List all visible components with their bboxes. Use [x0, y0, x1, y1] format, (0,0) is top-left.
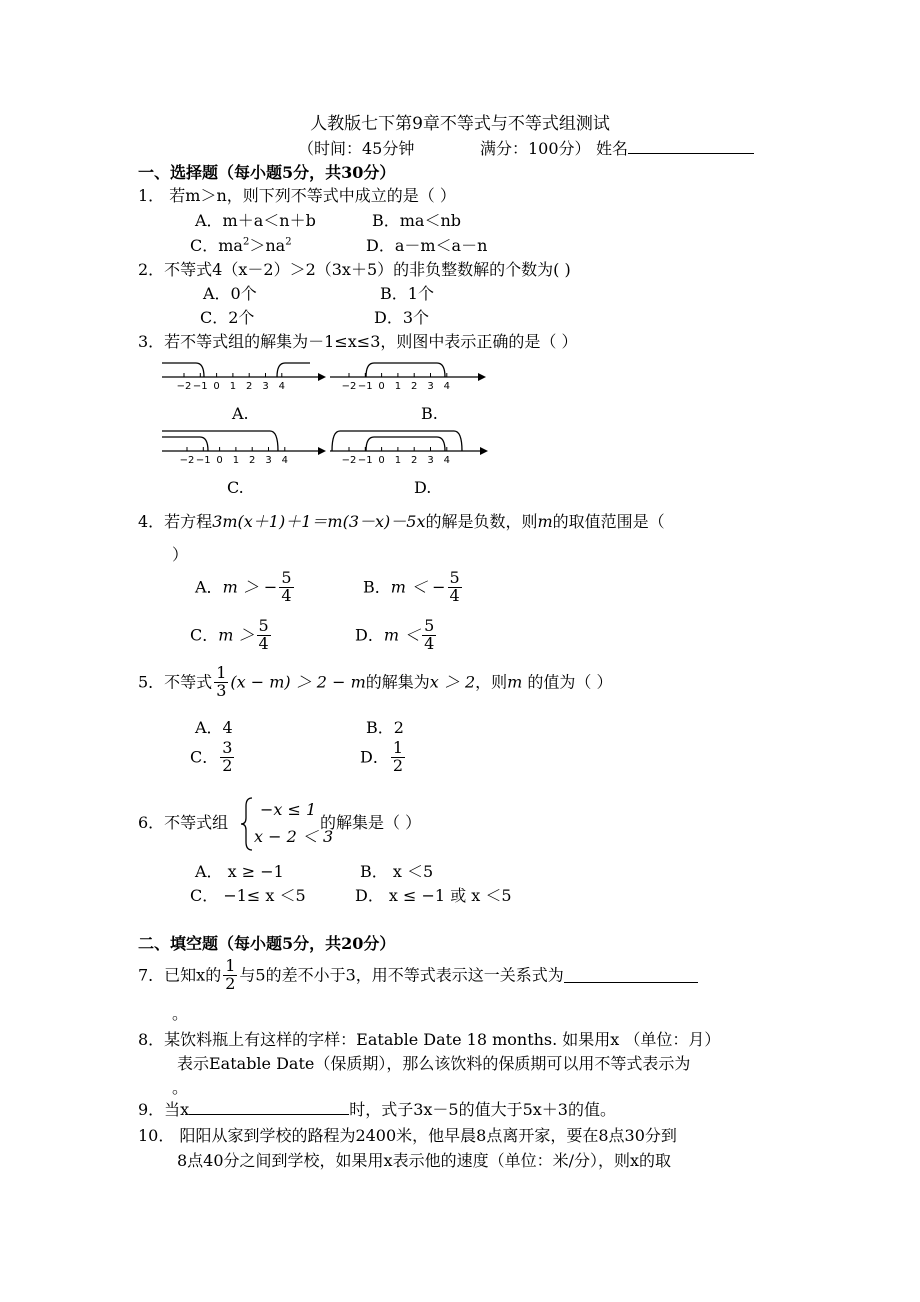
tick-label-a-2: 0 [213, 381, 220, 392]
tick-label-a-3: 1 [229, 381, 237, 392]
question-4-stem-close: ） [172, 545, 189, 564]
question-8-line-1: 8．某饮料瓶上有这样的字样：Eatable Date 18 months. 如果用x （单位：月） [138, 1030, 721, 1049]
tick-label-d-5: 3 [427, 455, 434, 466]
section-heading-choice: 一、选择题（每小题5分，共30分） [138, 163, 396, 182]
question-6-option-d: D． x ≤ −1 或 x ＜5 [355, 886, 512, 905]
question-2-option-c: C．2个 [200, 308, 255, 327]
tick-label-d-2: 0 [378, 455, 385, 466]
question-5-option-d: D． $\frac{1}{2}$ [360, 738, 404, 775]
question-1-option-c: C．$ma^2>na^2$ [190, 236, 292, 255]
question-7-stem: 7．已知x的 $\frac{1}{2}$ 与5的差不小于3，用不等式表示这一关系式为 [138, 958, 698, 993]
tick-label-d-0: −2 [341, 455, 357, 466]
question-3-label-c: C. [227, 478, 244, 497]
section-heading-fill: 二、填空题（每小题5分，共20分） [138, 934, 396, 953]
question-4-equation: 3m(x＋1)＋1＝m(3－x)－5x [212, 512, 426, 531]
tick-label-c-3: 1 [232, 455, 240, 466]
number-line-a [162, 363, 326, 381]
question-4-option-a: A．m ＞ − $\frac{5}{4}$ [195, 568, 292, 605]
tick-label-c-6: 4 [281, 455, 288, 466]
question-1-option-a: A．m＋a＜n＋b [195, 211, 316, 230]
question-10-line-2: 8点40分之间到学校，如果用x表示他的速度（单位：米/分），则x的取 [177, 1151, 671, 1170]
question-8-end: 。 [172, 1078, 189, 1097]
tick-label-a-5: 3 [262, 381, 269, 392]
exam-info-score: 满分：100分） [480, 139, 591, 158]
question-2-option-b: B．1个 [380, 284, 434, 303]
tick-label-c-4: 2 [249, 455, 256, 466]
question-6-inequality-2: x − 2 ＜ 3 [254, 827, 334, 846]
tick-label-c-2: 0 [216, 455, 223, 466]
question-6-stem-post: 的解集是（ ） [320, 813, 422, 832]
question-6-option-b: B． x ＜5 [360, 862, 434, 881]
question-9-stem: 9．当x 时，式子3x－5的值大于5x＋3的值。 [138, 1100, 616, 1119]
tick-label-d-3: 1 [394, 455, 402, 466]
number-line-d [330, 431, 488, 455]
question-3-label-a: A. [232, 404, 249, 423]
question-5-option-a: A．4 [195, 718, 233, 737]
question-4-option-b: B．m ＜ − $\frac{5}{4}$ [363, 568, 460, 605]
number-line-c [162, 431, 326, 455]
tick-label-d-4: 2 [411, 455, 418, 466]
question-10-line-1: 10． 阳阳从家到学校的路程为2400米，他早晨8点离开家，要在8点30分到 [138, 1126, 677, 1145]
tick-label-b-3: 1 [394, 381, 402, 392]
question-1-stem: 1． 若m＞n，则下列不等式中成立的是（ ） [138, 186, 456, 205]
question-6-stem-pre: 6．不等式组 [138, 813, 229, 832]
number-line-b [330, 363, 486, 381]
tick-label-c-1: −1 [195, 455, 211, 466]
question-7-answer-blank [564, 968, 698, 983]
exam-info-time: （时间：45分钟 [298, 139, 415, 158]
question-4-option-d: D．m ＜ $\frac{5}{4}$ [355, 616, 435, 653]
question-6-option-a: A． x ≥ −1 [195, 862, 284, 881]
tick-label-c-5: 3 [265, 455, 272, 466]
name-label: 姓名 [596, 139, 629, 158]
tick-label-b-5: 3 [427, 381, 434, 392]
question-2-option-a: A．0个 [203, 284, 257, 303]
question-2-stem: 2．不等式4（x－2）＞2（3x＋5）的非负整数解的个数为( ) [138, 260, 571, 279]
tick-label-a-6: 4 [278, 381, 285, 392]
tick-label-d-6: 4 [443, 455, 450, 466]
question-5-option-b: B．2 [366, 718, 404, 737]
question-6-option-c: C． −1≤ x ＜5 [190, 886, 306, 905]
question-7-end: 。 [172, 1004, 189, 1023]
tick-label-b-0: −2 [341, 381, 357, 392]
tick-label-a-0: −2 [176, 381, 192, 392]
tick-label-b-6: 4 [443, 381, 450, 392]
question-9-answer-blank [189, 1100, 349, 1115]
tick-label-a-1: −1 [192, 381, 208, 392]
tick-label-b-2: 0 [378, 381, 385, 392]
question-1-option-b: B．ma＜nb [372, 211, 462, 230]
question-4-stem: 4．若方程3m(x＋1)＋1＝m(3－x)－5x的解是负数，则m的取值范围是（ [138, 512, 665, 531]
question-5-stem: 5．不等式 $\frac{1}{3}$ (x − m) ＞ 2 − m的解集为x ＞ 2，则m 的值为（ ） [138, 663, 613, 700]
page-title: 人教版七下第9章不等式与不等式组测试 [310, 114, 610, 134]
tick-label-b-1: −1 [357, 381, 373, 392]
question-3-stem: 3．若不等式组的解集为－1≤x≤3，则图中表示正确的是（ ） [138, 332, 578, 351]
question-4-option-c: C．m ＞ $\frac{5}{4}$ [190, 616, 269, 653]
tick-label-b-4: 2 [411, 381, 418, 392]
tick-label-a-4: 2 [246, 381, 253, 392]
tick-label-c-0: −2 [179, 455, 195, 466]
number-line-ticks [177, 373, 450, 466]
question-5-option-c: C． $\frac{3}{2}$ [190, 738, 233, 775]
question-2-option-d: D．3个 [374, 308, 430, 327]
question-8-line-2: 表示Eatable Date（保质期），那么该饮料的保质期可以用不等式表示为 [177, 1054, 691, 1073]
tick-label-d-1: −1 [357, 455, 373, 466]
question-3-label-b: B. [421, 404, 438, 423]
question-1-option-d: D．a－m＜a－n [366, 236, 488, 255]
question-3-label-d: D. [414, 478, 432, 497]
question-6-inequality-1: −x ≤ 1 [260, 800, 317, 819]
